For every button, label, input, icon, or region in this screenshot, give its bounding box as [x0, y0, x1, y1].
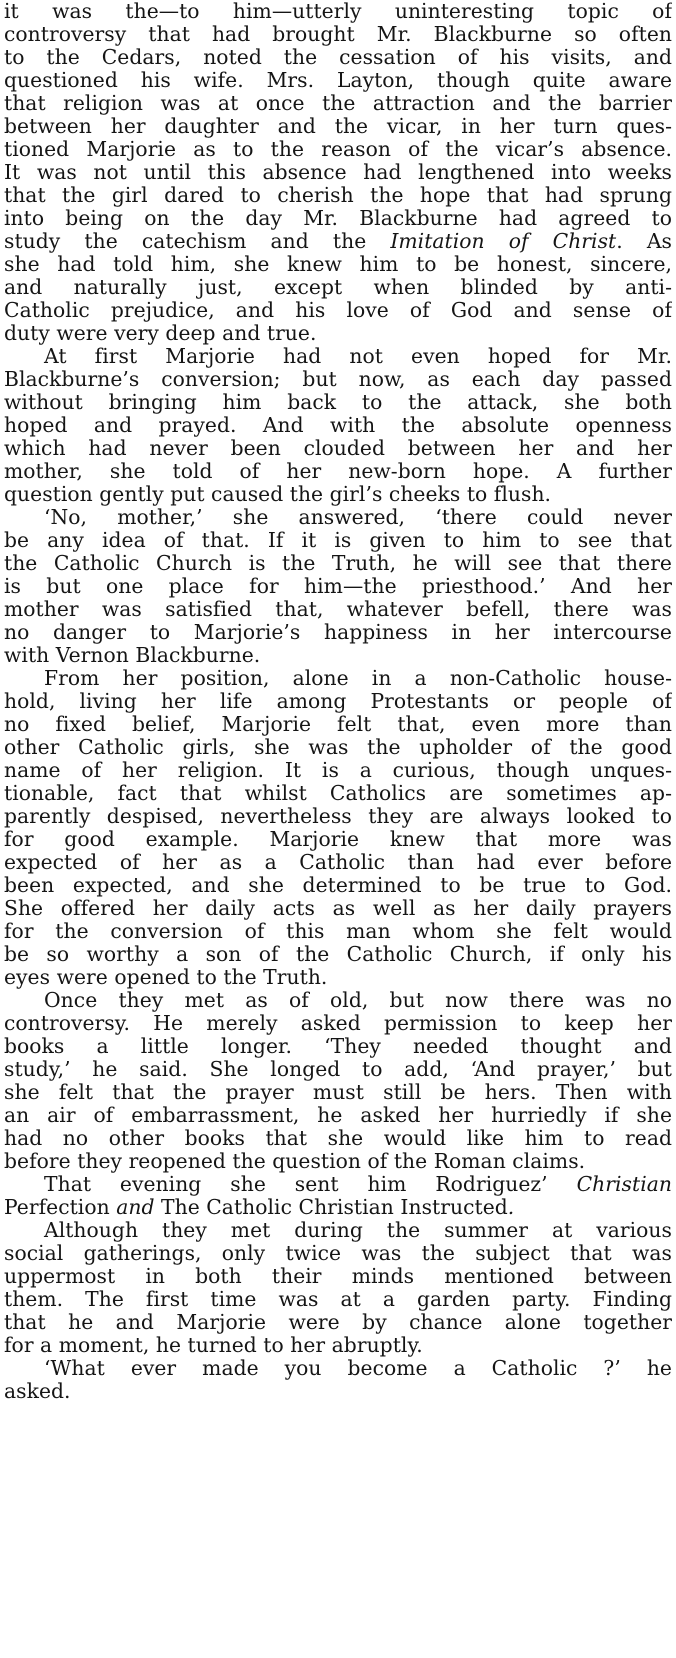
text-line: tioned Marjorie as to the reason of the vicar’s absence.: [4, 137, 672, 161]
text-line: Catholic prejudice, and his love of God and sense of: [4, 298, 672, 322]
text-line: be any idea of that. If it is given to him to see that: [4, 528, 672, 552]
text-line: tionable, fact that whilst Catholics are sometimes ap-: [4, 781, 672, 805]
text-line: for good example. Marjorie knew that more was: [4, 827, 672, 851]
text-line: Once they met as of old, but now there was no: [44, 988, 672, 1012]
paragraph: [4, 1357, 672, 1403]
text-line: expected of her as a Catholic than had ever before: [4, 850, 672, 874]
text-line: into being on the day Mr. Blackburne had agreed to: [4, 206, 672, 230]
text-line: asked.: [4, 1379, 71, 1403]
text-line: Although they met during the summer at various: [44, 1218, 672, 1242]
text-line: question gently put caused the girl’s cheeks to flush.: [4, 482, 552, 506]
text-line: controversy. He merely asked permission to keep her: [4, 1011, 672, 1035]
text-line: ‘No, mother,’ she answered, ‘there could never: [44, 505, 672, 529]
italic-title: and: [109, 1195, 161, 1219]
paragraph: [4, 506, 672, 667]
text-line: the Catholic Church is the Truth, he will see that there: [4, 551, 672, 575]
italic-title: .: [507, 1195, 515, 1219]
text-line: is but one place for him—the priesthood.’ And her: [4, 574, 672, 598]
italic-title: Christian: [576, 1172, 672, 1196]
text-line: them. The first time was at a garden party. Finding: [4, 1287, 672, 1311]
text-line: with Vernon Blackburne.: [4, 643, 261, 667]
text-line: to the Cedars, noted the cessation of his visits, and: [4, 45, 672, 69]
text-line: She offered her daily acts as well as her daily prayers: [4, 896, 672, 920]
page-text-column: [4, 0, 672, 1403]
text-line: that the girl dared to cherish the hope that had sprung: [4, 183, 672, 207]
text-line: parently despised, nevertheless they are always looked to: [4, 804, 672, 828]
text-line: no danger to Marjorie’s happiness in her intercourse: [4, 620, 672, 644]
text-line: that religion was at once the attraction and the barrier: [4, 91, 672, 115]
text-line: no fixed belief, Marjorie felt that, even more than: [4, 712, 672, 736]
text-line: That evening she sent him Rodriguez’ Christian: [44, 1172, 672, 1196]
text-line: and naturally just, except when blinded by anti-: [4, 275, 672, 299]
paragraph: [4, 667, 672, 989]
text-line: social gatherings, only twice was the subject that was: [4, 1241, 672, 1265]
text-line: which had never been clouded between her and her: [4, 436, 672, 460]
text-line: questioned his wife. Mrs. Layton, though quite aware: [4, 68, 672, 92]
text-line: ‘What ever made you become a Catholic ?’ he: [44, 1356, 672, 1380]
text-line: hoped and prayed. And with the absolute openness: [4, 413, 672, 437]
text-line: mother, she told of her new-born hope. A further: [4, 459, 672, 483]
paragraph: [4, 345, 672, 506]
book-page: [4, 0, 672, 1658]
text-line: controversy that had brought Mr. Blackburne so often: [4, 22, 672, 46]
text-line: From her position, alone in a non-Catholic house-: [44, 666, 672, 690]
text-line: At first Marjorie had not even hoped for Mr.: [44, 344, 672, 368]
text-line: Perfection and The Catholic Christian Instructed.: [4, 1195, 515, 1219]
text-line: she felt that the prayer must still be hers. Then with: [4, 1080, 672, 1104]
text-line: between her daughter and the vicar, in her turn ques-: [4, 114, 672, 138]
text-line: without bringing him back to the attack, she both: [4, 390, 672, 414]
text-line: It was not until this absence had lengthened into weeks: [4, 160, 672, 184]
paragraph: [4, 989, 672, 1173]
text-line: for a moment, he turned to her abruptly.: [4, 1333, 423, 1357]
text-line: mother was satisfied that, whatever befell, there was: [4, 597, 672, 621]
text-line: she had told him, she knew him to be honest, sincere,: [4, 252, 672, 276]
text-line: other Catholic girls, she was the upholder of the good: [4, 735, 672, 759]
text-line: duty were very deep and true.: [4, 321, 317, 345]
text-line: been expected, and she determined to be true to God.: [4, 873, 672, 897]
text-line: had no other books that she would like him to read: [4, 1126, 672, 1150]
italic-title: Imitation of Christ: [390, 229, 617, 253]
text-line: hold, living her life among Protestants or people of: [4, 689, 672, 713]
text-line: eyes were opened to the Truth.: [4, 965, 328, 989]
text-line: before they reopened the question of the Roman claims.: [4, 1149, 586, 1173]
text-line: books a little longer. ‘They needed thought and: [4, 1034, 672, 1058]
text-line: uppermost in both their minds mentioned between: [4, 1264, 672, 1288]
text-line: name of her religion. It is a curious, though unques-: [4, 758, 672, 782]
text-line: Blackburne’s conversion; but now, as each day passed: [4, 367, 672, 391]
paragraph: [4, 0, 672, 345]
text-line: that he and Marjorie were by chance alone together: [4, 1310, 672, 1334]
text-line: an air of embarrassment, he asked her hurriedly if she: [4, 1103, 672, 1127]
text-line: study the catechism and the Imitation of Christ. As: [4, 229, 672, 253]
text-line: it was the—to him—utterly uninteresting topic of: [4, 0, 672, 23]
text-line: for the conversion of this man whom she felt would: [4, 919, 672, 943]
paragraph: [4, 1219, 672, 1357]
text-line: be so worthy a son of the Catholic Church, if only his: [4, 942, 672, 966]
paragraph: [4, 1173, 672, 1219]
text-line: study,’ he said. She longed to add, ‘And prayer,’ but: [4, 1057, 672, 1081]
